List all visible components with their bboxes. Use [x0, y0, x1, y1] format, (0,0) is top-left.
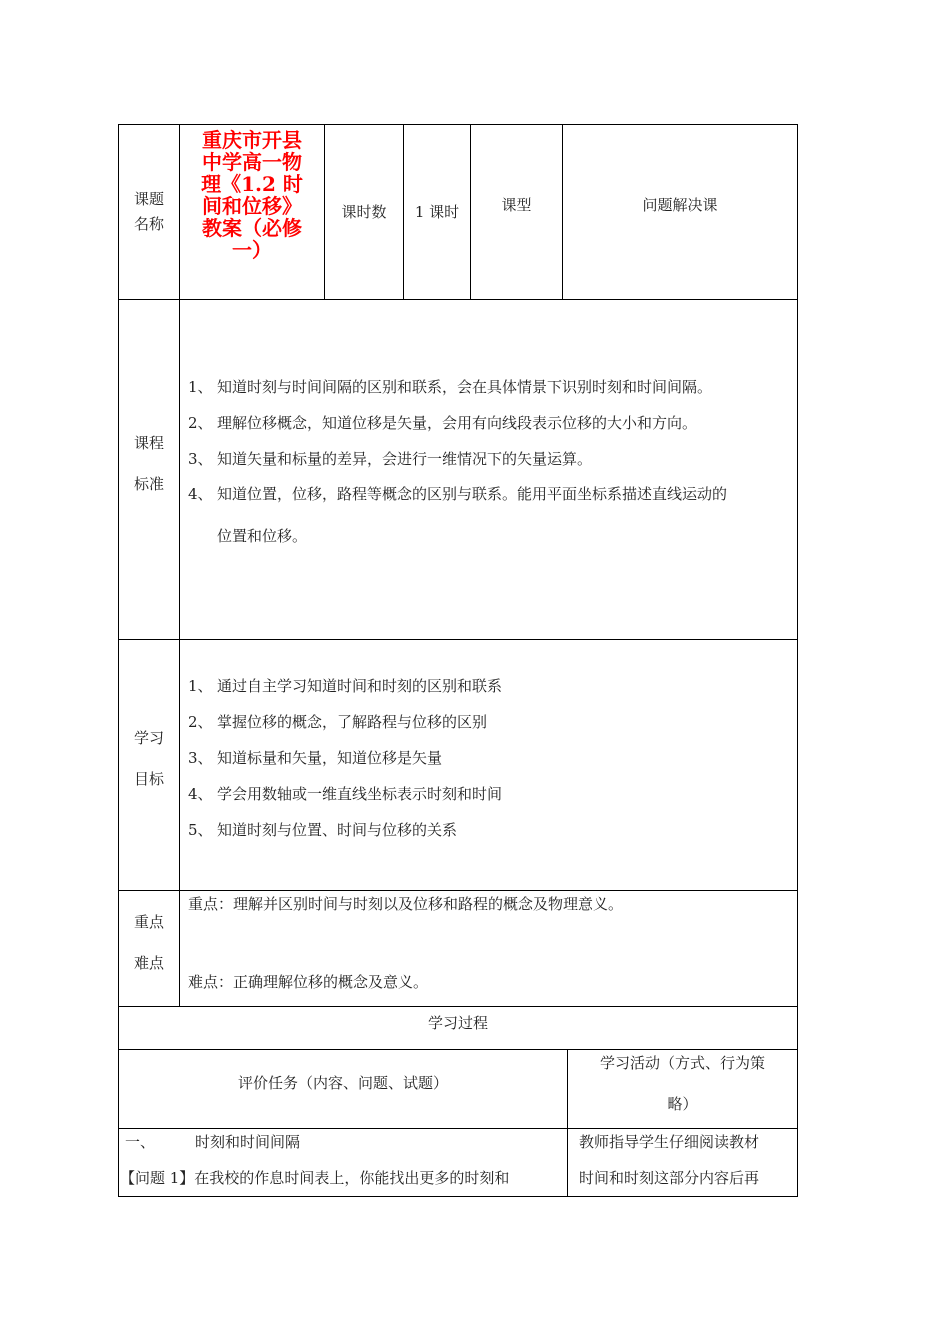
- standard-item-number: 4、: [188, 485, 213, 503]
- standard-item-number: 1、: [188, 378, 213, 396]
- standard-item: 知道时刻与时间间隔的区别和联系，会在具体情景下识别时刻和时间间隔。: [217, 378, 713, 396]
- title-line: 中学高一物: [202, 150, 302, 174]
- hours-label: 课时数: [341, 203, 387, 221]
- section-title: 时刻和时间间隔: [195, 1133, 301, 1151]
- standard-item: 理解位移概念，知道位移是矢量，会用有向线段表示位移的大小和方向。: [217, 414, 698, 432]
- activity-text: 教师指导学生仔细阅读教材: [579, 1133, 760, 1151]
- key-points-label: 难点: [133, 954, 164, 972]
- row-divider: [118, 1049, 798, 1050]
- standard-item-continuation: 位置和位移。: [217, 527, 308, 545]
- objective-item: 通过自主学习知道时间和时刻的区别和联系: [217, 677, 503, 695]
- title-line: 重庆市开县: [202, 128, 302, 152]
- topic-label: 名称: [133, 215, 164, 233]
- standard-item: 知道位置，位移，路程等概念的区别与联系。能用平面坐标系描述直线运动的: [217, 485, 728, 503]
- objective-item-number: 2、: [188, 713, 213, 731]
- table-border-right: [797, 124, 798, 1197]
- process-column-divider: [567, 1049, 568, 1197]
- standard-item-number: 3、: [188, 450, 213, 468]
- table-border-left: [118, 124, 119, 1197]
- objective-item-number: 4、: [188, 785, 213, 803]
- objectives-label: 学习: [133, 729, 164, 747]
- standard-item: 知道矢量和标量的差异，会进行一维情况下的矢量运算。: [217, 450, 593, 468]
- objective-item: 掌握位移的概念，了解路程与位移的区别: [217, 713, 488, 731]
- process-col2-header: 略）: [667, 1095, 698, 1113]
- type-label: 课型: [501, 196, 532, 214]
- standards-label: 课程: [133, 434, 164, 452]
- row-divider: [118, 890, 798, 891]
- lesson-title: [184, 129, 320, 261]
- section-number: 一、: [125, 1133, 156, 1151]
- objective-item: 知道标量和矢量，知道位移是矢量: [217, 749, 443, 767]
- objective-item-number: 3、: [188, 749, 213, 767]
- row-divider: [118, 1128, 798, 1129]
- question-text: 【问题 1】在我校的作息时间表上，你能找出更多的时刻和: [120, 1169, 510, 1187]
- table-border-bottom: [118, 1196, 798, 1197]
- row-divider: [118, 639, 798, 640]
- objectives-label: 目标: [133, 770, 164, 788]
- label-column-divider: [179, 124, 180, 1007]
- process-col1-header: 评价任务（内容、问题、试题）: [237, 1074, 448, 1092]
- topic-label: 课题: [133, 190, 164, 208]
- key-points-label: 重点: [133, 913, 164, 931]
- activity-text: 时间和时刻这部分内容后再: [579, 1169, 760, 1187]
- row-divider: [118, 299, 798, 300]
- key-point-text: 重点：理解并区别时间与时刻以及位移和路程的概念及物理意义。: [188, 895, 624, 913]
- title-line: 教案（必修: [202, 216, 302, 240]
- title-line: 间和位移》: [202, 194, 302, 218]
- objective-item-number: 1、: [188, 677, 213, 695]
- objective-item-number: 5、: [188, 821, 213, 839]
- difficulty-text: 难点：正确理解位移的概念及意义。: [188, 973, 429, 991]
- objective-item: 学会用数轴或一维直线坐标表示时刻和时间: [217, 785, 503, 803]
- row-divider: [118, 1006, 798, 1007]
- standard-item-number: 2、: [188, 414, 213, 432]
- hours-value: 1 课时: [414, 203, 460, 221]
- table-border-top: [118, 124, 798, 125]
- title-line: 一）: [232, 238, 272, 262]
- process-col2-header: 学习活动（方式、行为策: [599, 1054, 765, 1072]
- standards-label: 标准: [133, 475, 164, 493]
- title-line: 理《1.2 时: [201, 172, 303, 196]
- process-heading: 学习过程: [427, 1014, 488, 1032]
- type-value: 问题解决课: [642, 196, 718, 214]
- objective-item: 知道时刻与位置、时间与位移的关系: [217, 821, 458, 839]
